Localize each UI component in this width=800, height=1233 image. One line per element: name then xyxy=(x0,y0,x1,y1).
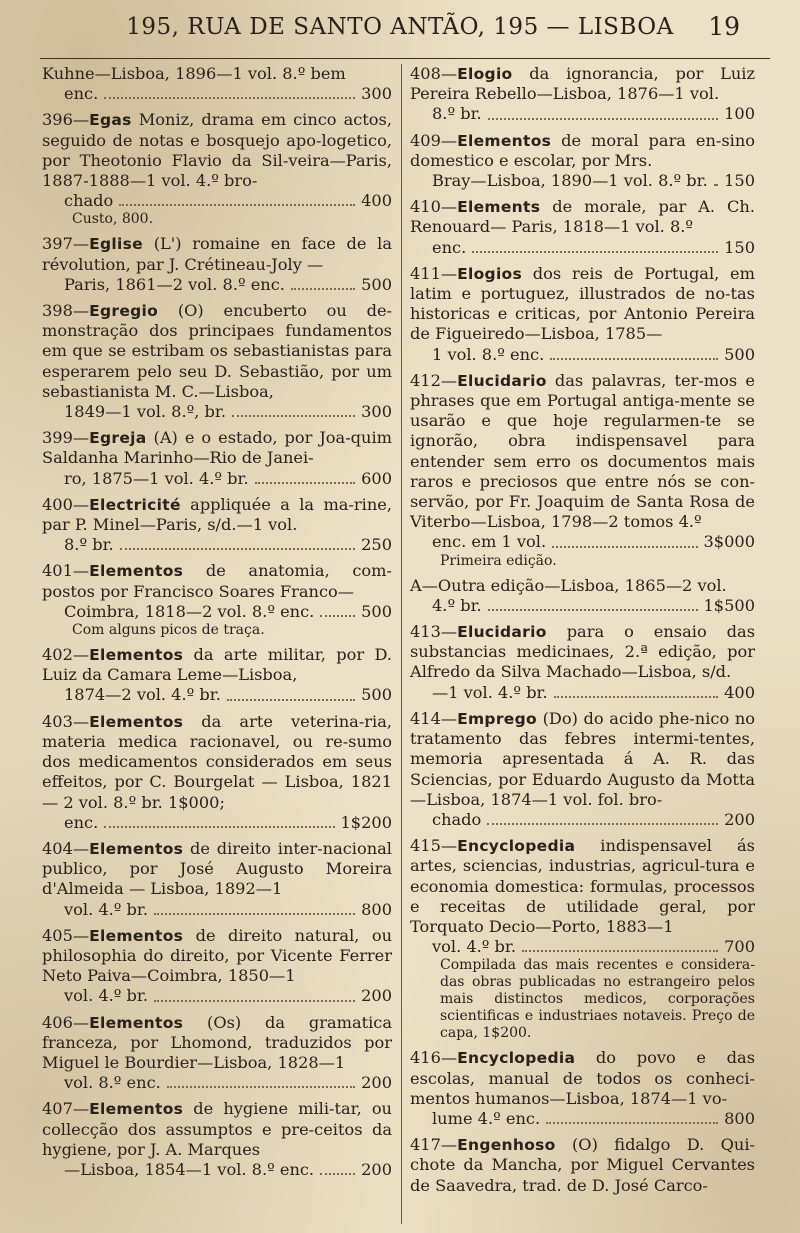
entry-number: 413— xyxy=(410,622,458,642)
entry-price-line xyxy=(42,1160,392,1180)
entry-tail: chado xyxy=(432,809,482,829)
catalog-entry xyxy=(410,64,755,125)
entry-keyword: Elogio xyxy=(457,65,513,83)
entry-price-line xyxy=(42,602,392,622)
entry-price: 400 xyxy=(724,682,755,702)
leader-dots xyxy=(227,685,355,700)
entry-description: de morale, par A. Ch. Renouard— Paris, 1818—1 vol. 8.º xyxy=(410,197,755,237)
leader-dots xyxy=(488,596,698,611)
entry-note: Compilada das mais recentes e considera-das obras publicadas no estrangeiro pelos mais distinctos medicos, corporações scientificas e industriaes notaveis. Preço de capa, 1$200. xyxy=(440,957,755,1042)
entry-text xyxy=(410,1135,755,1196)
entry-keyword: Elementos xyxy=(89,1100,184,1119)
entry-price: 500 xyxy=(361,601,392,621)
entry-description: (O) fidalgo D. Qui-chote da Mancha, por Miguel Cervantes de Saavedra, trad. de D. José Carco- xyxy=(410,1135,755,1195)
catalog-entry xyxy=(42,495,392,556)
entry-number: 405— xyxy=(42,925,90,945)
entry-description: Moniz, drama em cinco actos, seguido de notas e bosquejo apo-logetico, por Theotonio Flavio da Sil-veira—Paris, 1887-1888—1 vol. 4.º bro- xyxy=(42,110,392,191)
entry-number: 401— xyxy=(42,561,90,581)
entry-price-line xyxy=(410,1109,755,1129)
entry-keyword: Elementos xyxy=(89,712,184,731)
entry-number: 396— xyxy=(42,110,90,130)
catalog-entry xyxy=(410,622,755,703)
entry-text xyxy=(42,110,392,191)
entry-number: 404— xyxy=(42,838,90,858)
catalog-entry xyxy=(410,709,755,830)
catalog-entry xyxy=(410,131,755,192)
entry-number: 412— xyxy=(410,370,458,390)
entry-price-line xyxy=(410,596,755,616)
entry-keyword: Elementos xyxy=(89,839,184,858)
entry-tail: 1 vol. 8.º enc. xyxy=(432,344,545,364)
header-rule xyxy=(40,58,770,59)
entry-price: 200 xyxy=(361,1159,392,1179)
entry-note: Custo, 800. xyxy=(72,211,154,228)
entry-text xyxy=(42,1013,392,1074)
entry-text xyxy=(42,1099,392,1160)
entry-tail: lume 4.º enc. xyxy=(432,1108,541,1128)
page-number: 19 xyxy=(708,12,740,41)
entry-tail: 1849—1 vol. 8.º, br. xyxy=(64,402,227,422)
leader-dots xyxy=(550,345,718,360)
catalog-entry xyxy=(42,301,392,422)
entry-description: das palavras, ter-mos e phrases que em Portugal antiga-mente se usarão e que hoje regularmen-te se ignorão, obra indispensavel para entender sem erro os documentos mais raros e preciosos que entre nós se con-servão, por Fr. Joaquim de Santa Rosa de Viterbo—Lisboa, 1798—2 tomos 4.º xyxy=(410,370,755,532)
entry-description: de direito inter-nacional publico, por José Augusto Moreira d'Almeida — Lisboa, 1892—1 xyxy=(42,838,392,899)
leader-dots xyxy=(104,813,334,828)
entry-price: 500 xyxy=(361,274,392,294)
entry-description: A—Outra edição—Lisboa, 1865—2 vol. xyxy=(410,575,727,595)
entry-tail: enc. xyxy=(64,812,99,832)
entry-tail: Bray—Lisboa, 1890—1 vol. 8.º br. xyxy=(432,171,708,191)
entry-description: para o ensaio das substancias medicinaes, 2.ª edição, por Alfredo da Silva Machado—Lisboa, s/d. xyxy=(410,622,755,682)
entry-price-line xyxy=(42,191,392,211)
entry-number: 408— xyxy=(410,64,458,83)
entry-price: 500 xyxy=(361,685,392,705)
entry-keyword: Elucidario xyxy=(457,371,547,390)
entry-price-line xyxy=(42,84,392,104)
entry-keyword: Elementos xyxy=(89,646,184,665)
page-header-title: 195, RUA DE SANTO ANTÃO, 195 — LISBOA xyxy=(126,14,674,40)
entry-price: 200 xyxy=(361,1073,392,1093)
entry-price-line xyxy=(42,275,392,295)
page-header xyxy=(0,6,800,56)
leader-dots xyxy=(154,900,355,915)
catalog-entry xyxy=(42,645,392,706)
entry-keyword: Emprego xyxy=(457,709,537,728)
entry-description: de moral para en-sino domestico e escolar, por Mrs. xyxy=(410,130,755,170)
entry-description: (Do) do acido phe-nico no tratamento das febres intermi-tentes, memoria apresentada á A. R. das Sciencias, por Eduardo Augusto da Motta—Lisboa, 1874—1 vol. fol. bro- xyxy=(410,708,755,809)
entry-tail: vol. 4.º br. xyxy=(64,899,149,919)
entry-price-line xyxy=(42,986,392,1006)
right-column xyxy=(410,64,755,1202)
entry-tail: chado xyxy=(64,191,114,211)
entry-price-line xyxy=(42,1073,392,1093)
entry-text xyxy=(410,1048,755,1109)
catalog-entry xyxy=(410,576,755,616)
entry-description: indispensavel ás artes, sciencias, industrias, agricul-tura e economia domestica: formulas, processos e receitas de utilidade geral, por Torquato Decio—Porto, 1883—1 xyxy=(410,836,755,936)
entry-text xyxy=(42,926,392,987)
leader-dots xyxy=(119,191,355,206)
leader-dots xyxy=(167,1073,355,1088)
entry-number: 414— xyxy=(410,708,458,728)
entry-keyword: Encyclopedia xyxy=(457,837,576,856)
leader-dots xyxy=(714,171,718,186)
entry-price-line xyxy=(42,813,392,833)
entry-description: de hygiene mili-tar, ou collecção dos assumptos e pre-ceitos da hygiene, por J. A. Marques xyxy=(42,1099,392,1159)
entry-number: 402— xyxy=(42,645,90,665)
entry-price-line xyxy=(42,900,392,920)
entry-keyword: Encyclopedia xyxy=(457,1049,576,1068)
entry-text xyxy=(410,576,755,596)
entry-number: 399— xyxy=(42,428,90,448)
entry-text xyxy=(42,301,392,402)
entry-price-line xyxy=(42,402,392,422)
entry-text xyxy=(42,64,392,84)
entry-tail: enc. em 1 vol. xyxy=(432,532,547,552)
entry-keyword: Elementos xyxy=(89,562,184,581)
entry-text xyxy=(410,709,755,810)
entry-tail: 8.º br. xyxy=(64,535,114,555)
entry-price: 300 xyxy=(361,402,392,422)
leader-dots xyxy=(320,1160,355,1175)
entry-price: 800 xyxy=(361,899,392,919)
entry-text xyxy=(410,64,755,104)
entry-text xyxy=(410,836,755,937)
entry-number: 411— xyxy=(410,263,458,283)
entry-price: 500 xyxy=(724,344,755,364)
leader-dots xyxy=(487,810,718,825)
catalog-entry xyxy=(42,64,392,104)
entry-text xyxy=(42,712,392,813)
catalog-entry xyxy=(410,371,755,570)
entry-text xyxy=(42,645,392,685)
entry-text xyxy=(42,428,392,468)
entry-price-line xyxy=(410,810,755,830)
entry-tail: —1 vol. 4.º br. xyxy=(432,682,548,702)
catalog-entry xyxy=(42,428,392,489)
entry-number: 409— xyxy=(410,130,458,150)
entry-note: Com alguns picos de traça. xyxy=(72,622,265,639)
leader-dots xyxy=(104,84,355,99)
entry-description: (A) e o estado, por Joa-quim Saldanha Marinho—Rio de Janei- xyxy=(42,428,392,468)
entry-price: 150 xyxy=(724,171,755,191)
entry-price: 200 xyxy=(361,986,392,1006)
column-divider xyxy=(401,64,402,1224)
entry-keyword: Elementos xyxy=(89,926,184,945)
entry-price: 3$000 xyxy=(703,532,755,552)
entry-keyword: Egreja xyxy=(89,429,147,448)
entry-price-line xyxy=(42,535,392,555)
entry-tail: vol. 8.º enc. xyxy=(64,1073,161,1093)
entry-price: 1$200 xyxy=(340,812,392,832)
entry-keyword: Elucidario xyxy=(457,623,547,642)
catalog-entry xyxy=(42,1013,392,1094)
entry-tail: 4.º br. xyxy=(432,595,482,615)
leader-dots xyxy=(522,937,718,952)
catalog-entry xyxy=(410,197,755,258)
leader-dots xyxy=(291,275,355,290)
entry-keyword: Eglise xyxy=(89,235,143,254)
entry-number: 415— xyxy=(410,836,458,856)
entry-price: 100 xyxy=(724,104,755,124)
entry-text xyxy=(410,371,755,533)
leader-dots xyxy=(552,532,697,547)
catalog-entry xyxy=(42,110,392,228)
leader-dots xyxy=(488,104,718,119)
entry-description: (Os) da gramatica franceza, por Lhomond, traduzidos por Miguel le Bourdier—Lisboa, 1828—1 xyxy=(42,1012,392,1072)
entry-description: de anatomia, com-postos por Francisco Soares Franco— xyxy=(42,561,392,601)
entry-tail: —Lisboa, 1854—1 vol. 8.º enc. xyxy=(64,1159,315,1179)
catalog-entry xyxy=(42,234,392,295)
entry-tail: Coimbra, 1818—2 vol. 8.º enc. xyxy=(64,601,315,621)
catalog-entry xyxy=(410,264,755,365)
entry-description: dos reis de Portugal, em latim e portuguez, illustrados de no-tas historicas e criticas, por Antonio Pereira de Figueiredo—Lisboa, 1785— xyxy=(410,263,755,344)
entry-description: (L') romaine en face de la révolution, par J. Crétineau-Joly — xyxy=(42,234,392,274)
catalog-entry xyxy=(410,1135,755,1196)
entry-keyword: Elogios xyxy=(457,264,523,283)
catalog-entry xyxy=(410,836,755,1042)
entry-price: 400 xyxy=(361,191,392,211)
entry-description: (O) encuberto ou de-monstração dos principaes fundamentos em que se estribam os sebastianistas para esperarem pelo seu D. Sebastião, por um sebastianista M. C.—Lisboa, xyxy=(42,301,392,401)
leader-dots xyxy=(554,683,718,698)
entry-price-line xyxy=(42,469,392,489)
entry-price: 1$500 xyxy=(703,595,755,615)
entry-tail: ro, 1875—1 vol. 4.º br. xyxy=(64,468,249,488)
entry-price: 150 xyxy=(724,237,755,257)
leader-dots xyxy=(154,986,355,1001)
entry-number: 407— xyxy=(42,1099,90,1119)
entry-price: 800 xyxy=(724,1108,755,1128)
entry-number: 398— xyxy=(42,301,90,321)
entry-tail: 1874—2 vol. 4.º br. xyxy=(64,685,221,705)
entry-price-line xyxy=(410,937,755,957)
entry-tail: enc. xyxy=(432,237,467,257)
leader-dots xyxy=(255,469,355,484)
entry-number: 416— xyxy=(410,1048,458,1068)
entry-text xyxy=(42,839,392,900)
catalog-entry xyxy=(42,926,392,1007)
entry-price-line xyxy=(410,532,755,552)
entry-text xyxy=(42,561,392,601)
entry-price: 700 xyxy=(724,937,755,957)
entry-keyword: Engenhoso xyxy=(457,1136,556,1155)
left-column xyxy=(42,64,392,1186)
catalog-entry xyxy=(410,1048,755,1129)
entry-keyword: Electricité xyxy=(89,495,181,514)
entry-text xyxy=(410,197,755,237)
entry-description: da ignorancia, por Luiz Pereira Rebello—Lisboa, 1876—1 vol. xyxy=(410,64,755,104)
entry-tail: vol. 4.º br. xyxy=(64,986,149,1006)
entry-description: da arte veterina-ria, materia medica racionavel, ou re-sumo dos medicamentos considerados em seus effeitos, por C. Bourgelat — Lisboa, 1821 — 2 vol. 8.º br. 1$000; xyxy=(42,711,392,812)
entry-keyword: Egregio xyxy=(89,302,159,321)
leader-dots xyxy=(120,535,355,550)
entry-number: 406— xyxy=(42,1012,90,1032)
entry-price: 200 xyxy=(724,809,755,829)
entry-price-line xyxy=(410,683,755,703)
entry-keyword: Elements xyxy=(457,198,541,217)
entry-number: 410— xyxy=(410,197,458,217)
entry-text xyxy=(410,622,755,683)
entry-price-line xyxy=(410,345,755,365)
entry-price: 600 xyxy=(361,468,392,488)
entry-text xyxy=(42,495,392,535)
leader-dots xyxy=(232,402,355,417)
entry-price: 300 xyxy=(361,84,392,104)
entry-text xyxy=(410,131,755,171)
leader-dots xyxy=(472,238,718,253)
entry-text xyxy=(42,234,392,274)
entry-tail: vol. 4.º br. xyxy=(432,937,517,957)
entry-price: 250 xyxy=(361,535,392,555)
entry-tail: Paris, 1861—2 vol. 8.º enc. xyxy=(64,274,285,294)
entry-description: da arte militar, por D. Luiz da Camara Leme—Lisboa, xyxy=(42,645,392,685)
leader-dots xyxy=(320,602,355,617)
entry-number: 400— xyxy=(42,494,90,514)
entry-text xyxy=(410,264,755,345)
entry-price-line xyxy=(410,104,755,124)
leader-dots xyxy=(546,1109,718,1124)
entry-number: 417— xyxy=(410,1135,458,1155)
entry-keyword: Elementos xyxy=(89,1013,184,1032)
entry-description: Kuhne—Lisboa, 1896—1 vol. 8.º bem xyxy=(42,64,346,83)
entry-description: appliquée a la ma-rine, par P. Minel—Paris, s/d.—1 vol. xyxy=(42,494,392,535)
entry-keyword: Elementos xyxy=(457,131,552,150)
entry-price-line xyxy=(410,238,755,258)
catalog-entry xyxy=(42,839,392,920)
entry-note: Primeira edição. xyxy=(440,552,557,569)
entry-tail: enc. xyxy=(64,84,99,104)
entry-price-line xyxy=(42,685,392,705)
catalog-entry xyxy=(42,712,392,833)
entry-description: de direito natural, ou philosophia do direito, por Vicente Ferrer Neto Paiva—Coimbra, 1850—1 xyxy=(42,925,392,986)
entry-number: 397— xyxy=(42,234,90,254)
catalog-entry xyxy=(42,561,392,639)
entry-keyword: Egas xyxy=(89,111,132,130)
entry-price-line xyxy=(410,171,755,191)
entry-number: 403— xyxy=(42,711,90,731)
entry-tail: 8.º br. xyxy=(432,104,482,124)
entry-description: do povo e das escolas, manual de todos os conheci-mentos humanos—Lisboa, 1874—1 vo- xyxy=(410,1048,755,1108)
catalog-entry xyxy=(42,1099,392,1180)
